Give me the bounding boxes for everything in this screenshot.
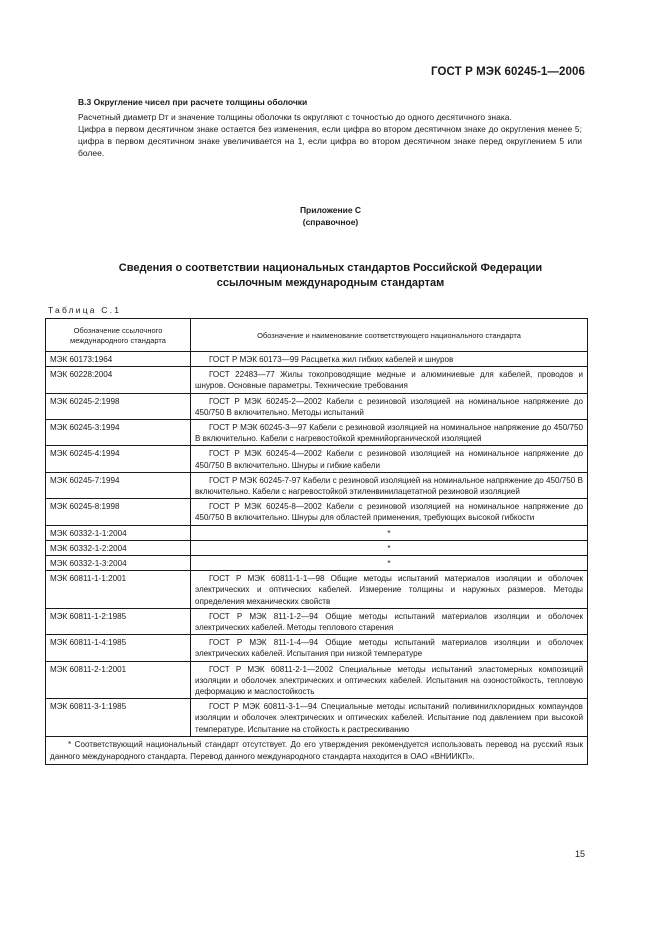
header-col-reference: Обозначение ссылочного международного стандарта bbox=[46, 319, 191, 352]
table-row bbox=[46, 420, 588, 446]
table-header-row bbox=[46, 319, 588, 352]
annex-title: Приложение С bbox=[299, 205, 362, 215]
national-standard-cell: * bbox=[191, 525, 588, 540]
national-standard-cell: ГОСТ Р МЭК 60245-3—97 Кабели с резиновой изоляцией на номинальное напряжение до 450/750 В включительно. Кабели с нагревостойкой кремнийорганической изоляцией bbox=[191, 420, 588, 446]
table-row bbox=[46, 661, 588, 699]
correspondence-table bbox=[45, 318, 588, 765]
table-footnote: * Соответствующий национальный стандарт отсутствует. До его утверждения рекомендуется использовать перевод на русский язык данного международного стандарта. Перевод данного международного стандарта находится в ОАО «ВНИИКП». bbox=[46, 736, 588, 764]
table-row bbox=[46, 367, 588, 393]
table-row bbox=[46, 472, 588, 498]
table-row bbox=[46, 525, 588, 540]
table-row bbox=[46, 352, 588, 367]
annex-main-title: Сведения о соответствии национальных стандартов Российской Федерации ссылочным международным стандартам bbox=[118, 262, 543, 289]
national-standard-cell: ГОСТ 22483—77 Жилы токопроводящие медные и алюминиевые для кабелей, проводов и шнуров. Основные параметры. Технические требования bbox=[191, 367, 588, 393]
document-code: ГОСТ Р МЭК 60245-1—2006 bbox=[431, 66, 585, 78]
national-standard-cell: ГОСТ Р МЭК 60811-3-1—94 Специальные методы испытаний поливинилхлоридных компаундов изоляции и оболочек электрических и оптических кабелей. Испытание под давлением при высокой температуре. Испытание на стойкость к растрескиванию bbox=[191, 699, 588, 737]
table-row bbox=[46, 446, 588, 472]
national-standard-cell: ГОСТ Р МЭК 60811-1-1—98 Общие методы испытаний материалов изоляции и оболочек электрических и оптических кабелей. Измерение толщины и наружных размеров. Методы определения механических свойств bbox=[191, 571, 588, 609]
national-standard-cell: ГОСТ Р МЭК 60245-2—2002 Кабели с резиновой изоляцией на номинальное напряжение до 450/750 В включительно. Методы испытаний bbox=[191, 393, 588, 419]
table-row bbox=[46, 635, 588, 661]
national-standard-cell: ГОСТ Р МЭК 60245-4—2002 Кабели с резиновой изоляцией на номинальное напряжение до 450/750 В включительно. Шнуры и гибкие кабели bbox=[191, 446, 588, 472]
page-number: 15 bbox=[574, 849, 585, 859]
reference-standard-cell: МЭК 60811-1-2:1985 bbox=[46, 608, 191, 634]
national-standard-cell: ГОСТ Р МЭК 60173—99 Расцветка жил гибких кабелей и шнуров bbox=[191, 352, 588, 367]
national-standard-cell: ГОСТ Р МЭК 811-1-4—94 Общие методы испытаний материалов изоляции и оболочек электрических кабелей. Испытания при низкой температуре bbox=[191, 635, 588, 661]
national-standard-cell: ГОСТ Р МЭК 811-1-2—94 Общие методы испытаний материалов изоляции и оболочек электрических кабелей. Методы теплового старения bbox=[191, 608, 588, 634]
reference-standard-cell: МЭК 60811-2-1:2001 bbox=[46, 661, 191, 699]
reference-standard-cell: МЭК 60811-1-4:1985 bbox=[46, 635, 191, 661]
header-col-national: Обозначение и наименование соответствующего национального стандарта bbox=[191, 319, 588, 352]
annex-subtitle: (справочное) bbox=[302, 217, 359, 227]
paragraph-rounding-detail: Цифра в первом десятичном знаке остается без изменения, если цифра во втором десятичном знаке до округления менее 5; цифра в первом десятичном знаке увеличивается на 1, если цифра во втором десятичном знаке перед округлением 5 или более. bbox=[78, 124, 582, 158]
table-label: Таблица С.1 bbox=[48, 305, 122, 315]
table-row bbox=[46, 571, 588, 609]
reference-standard-cell: МЭК 60811-1-1:2001 bbox=[46, 571, 191, 609]
table-row bbox=[46, 540, 588, 555]
table-row bbox=[46, 608, 588, 634]
reference-standard-cell: МЭК 60228:2004 bbox=[46, 367, 191, 393]
national-standard-cell: ГОСТ Р МЭК 60811-2-1—2002 Специальные методы испытаний эластомерных композиций изоляции и оболочек электрических и оптических кабелей. Испытания на озоностойкость, тепловую деформацию и маслостойкость bbox=[191, 661, 588, 699]
reference-standard-cell: МЭК 60332-1-3:2004 bbox=[46, 556, 191, 571]
table-row bbox=[46, 393, 588, 419]
table-row bbox=[46, 699, 588, 737]
paragraph-rounding-rule: Расчетный диаметр Dт и значение толщины оболочки ts округляют с точностью до одного десятичного знака. bbox=[78, 112, 512, 122]
reference-standard-cell: МЭК 60811-3-1:1985 bbox=[46, 699, 191, 737]
table-footnote-row bbox=[46, 736, 588, 764]
reference-standard-cell: МЭК 60173:1964 bbox=[46, 352, 191, 367]
national-standard-cell: * bbox=[191, 540, 588, 555]
reference-standard-cell: МЭК 60245-7:1994 bbox=[46, 472, 191, 498]
national-standard-cell: * bbox=[191, 556, 588, 571]
reference-standard-cell: МЭК 60332-1-1:2004 bbox=[46, 525, 191, 540]
reference-standard-cell: МЭК 60332-1-2:2004 bbox=[46, 540, 191, 555]
national-standard-cell: ГОСТ Р МЭК 60245-8—2002 Кабели с резиновой изоляцией на номинальное напряжение до 450/750 В включительно. Шнуры для областей применения, требующих высокой гибкости bbox=[191, 499, 588, 525]
table-row bbox=[46, 556, 588, 571]
reference-standard-cell: МЭК 60245-3:1994 bbox=[46, 420, 191, 446]
reference-standard-cell: МЭК 60245-8:1998 bbox=[46, 499, 191, 525]
reference-standard-cell: МЭК 60245-4:1994 bbox=[46, 446, 191, 472]
section-heading: B.3 Округление чисел при расчете толщины оболочки bbox=[78, 97, 308, 107]
table-row bbox=[46, 499, 588, 525]
national-standard-cell: ГОСТ Р МЭК 60245-7-97 Кабели с резиновой изоляцией на номинальное напряжение до 450/750 В включительно. Кабели с нагревостойкой этиленвинилацетатной резиновой изоляцией bbox=[191, 472, 588, 498]
reference-standard-cell: МЭК 60245-2:1998 bbox=[46, 393, 191, 419]
